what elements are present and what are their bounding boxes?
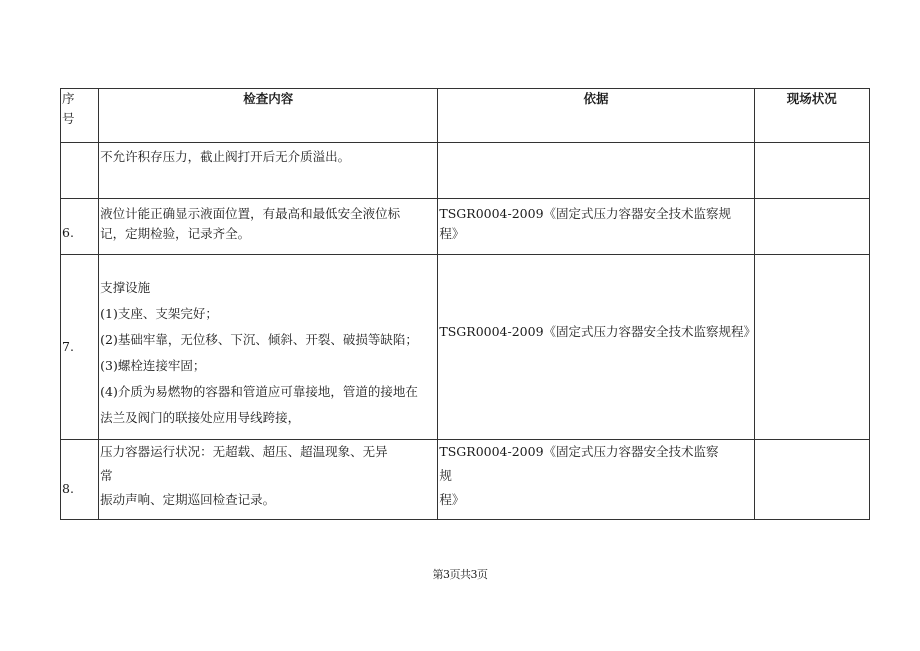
header-basis: 依据 [438, 89, 754, 143]
row-seq: 8. [61, 440, 99, 520]
content-line: 记，定期检验，记录齐全。 [100, 226, 251, 241]
basis-line: TSGR0004-2009《固定式压力容器安全技术监察 [439, 444, 719, 459]
row-status [754, 143, 869, 199]
basis-line: 程》 [439, 492, 465, 507]
header-status: 现场状况 [754, 89, 869, 143]
content-line: 法兰及阀门的联接处应用导线跨接， [100, 410, 301, 425]
table-row [61, 255, 870, 440]
header-seq-line: 序 [62, 91, 75, 106]
table-row [61, 440, 870, 520]
row-seq: 7. [61, 255, 99, 440]
content-line: (1)支座、支架完好； [100, 306, 218, 321]
row-content [99, 440, 438, 520]
header-content: 检查内容 [99, 89, 438, 143]
row-status [754, 255, 869, 440]
row-status [754, 199, 869, 255]
table-row [61, 143, 870, 199]
content-line: (2)基础牢靠，无位移、下沉、倾斜、开裂、破损等缺陷； [100, 332, 418, 347]
row-basis [438, 199, 754, 255]
inspection-table [60, 88, 870, 520]
basis-line: TSGR0004-2009《固定式压力容器安全技术监察规程》 [439, 324, 757, 339]
content-line: 振动声响、定期巡回检查记录。 [100, 492, 276, 507]
content-line: (3)螺栓连接牢固； [100, 358, 206, 373]
row-basis [438, 255, 757, 440]
page-footer: 第3页共3页 [432, 568, 488, 581]
basis-line: TSGR0004-2009《固定式压力容器安全技术监察规 [439, 206, 732, 221]
basis-line: 规 [439, 468, 452, 483]
row-basis [438, 143, 754, 199]
row-content [99, 199, 438, 255]
row-basis [438, 440, 754, 520]
content-line: 压力容器运行状况：无超载、超压、超温现象、无异 [100, 444, 388, 459]
header-seq-line: 号 [62, 111, 75, 126]
content-line: 液位计能正确显示液面位置，有最高和最低安全液位标 [100, 206, 401, 221]
table-row [61, 199, 870, 255]
row-status [754, 440, 869, 520]
table-header-row [61, 89, 870, 143]
row-seq [61, 143, 99, 199]
row-content [99, 255, 438, 440]
header-seq [61, 89, 99, 143]
row-seq: 6. [61, 199, 99, 255]
row-content [99, 143, 438, 199]
basis-line: 程》 [439, 226, 465, 241]
content-line: 常 [100, 468, 113, 483]
content-line: (4)介质为易燃物的容器和管道应可靠接地，管道的接地在 [100, 384, 418, 399]
content-line: 不允许积存压力，截止阀打开后无介质溢出。 [100, 149, 351, 164]
content-line: 支撑设施 [100, 280, 151, 295]
